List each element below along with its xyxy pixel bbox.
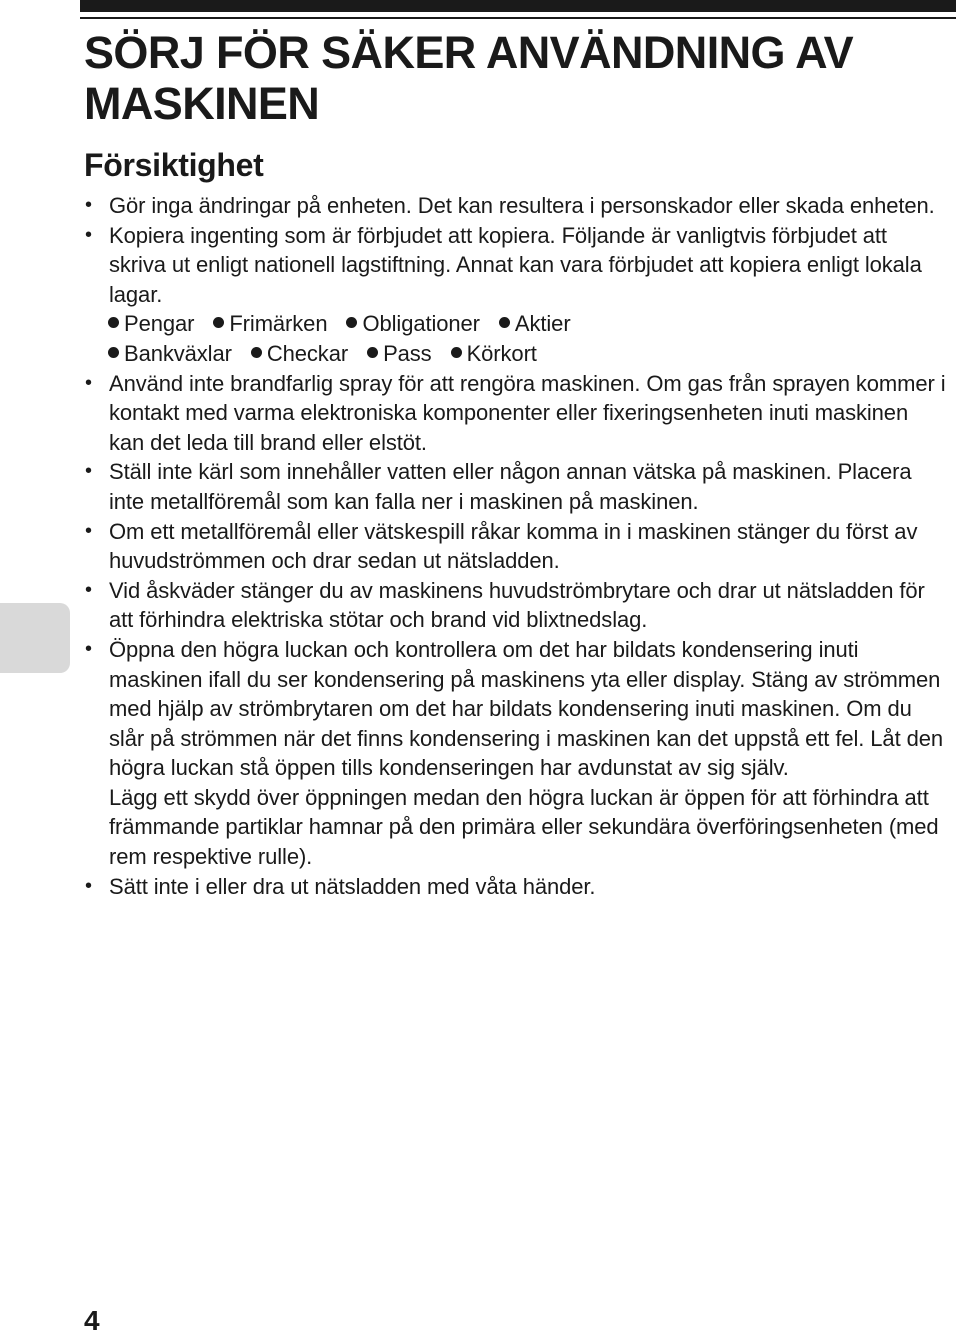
prohibited-item (346, 309, 479, 339)
list-item-extra-text: Lägg ett skydd över öppningen medan den högra luckan är öppen för att förhindra att främmande partiklar hamnar på den primära eller sekundära överföringsenheten (med rem respektive rulle). (109, 784, 939, 870)
section-heading: Försiktighet (84, 147, 264, 183)
chapter-side-tab (0, 603, 70, 673)
dot-bullet-icon (451, 347, 462, 358)
dot-bullet-icon (251, 347, 262, 358)
prohibited-item-label: Obligationer (362, 311, 480, 337)
list-item-text: Ställ inte kärl som innehåller vatten eller någon annan vätska på maskinen. Placera inte metallföremål som kan falla ner i maskinen på maskinen. (109, 459, 912, 514)
prohibited-item (451, 339, 537, 369)
prohibited-item (213, 309, 327, 339)
bullet-marker: • (85, 460, 92, 483)
bullet-marker: • (85, 194, 92, 216)
prohibited-item-label: Pengar (124, 311, 195, 337)
bullet-marker: • (85, 578, 92, 601)
prohibited-item-label: Checkar (266, 340, 349, 366)
list-item-text: Använd inte brandfarlig spray för att rengöra maskinen. Om gas från sprayen kommer i kontakt med varma elektroniska komponenter eller fixeringsenheten inuti maskinen kan det leda till brand eller elstöt. (109, 370, 946, 455)
prohibited-item-label: Bankväxlar (124, 340, 232, 366)
list-item (84, 221, 949, 310)
bullet-marker: • (85, 637, 92, 660)
list-item-text: Kopiera ingenting som är förbjudet att kopiera. Följande är vanligtvis förbjudet att skriva ut enligt nationell lagstiftning. Annat kan vara förbjudet att kopiera enligt lokala lagar. (109, 222, 922, 307)
dot-bullet-icon (499, 317, 510, 328)
prohibited-item (108, 339, 232, 369)
bullet-marker: • (85, 519, 92, 542)
dot-bullet-icon (367, 347, 378, 358)
list-item (84, 576, 949, 635)
prohibited-item-label: Körkort (466, 340, 537, 366)
list-item-text: Öppna den högra luckan och kontrollera om det har bildats kondensering inuti maskinen ifall du ser kondensering på maskinens yta eller display. Stäng av strömmen med hjälp av strömbrytaren om det har bildats kondensering inuti maskinen. Om du slår på strömmen när det finns kondensering i maskinen kan det uppstå ett fel. Låt den högra luckan stå öppen tills kondenseringen har avdunstat av sig själv. (109, 636, 943, 781)
bullet-marker: • (85, 371, 92, 394)
prohibited-item (108, 309, 194, 339)
dot-bullet-icon (108, 317, 119, 328)
list-item (84, 457, 949, 516)
bullet-marker: • (85, 874, 92, 897)
list-item (84, 635, 949, 872)
prohibited-items-row (108, 339, 949, 369)
header-rule-thick (80, 0, 956, 12)
prohibited-item-label: Aktier (514, 311, 571, 337)
list-item-text: Vid åskväder stänger du av maskinens huvudströmbrytare och drar ut nätsladden för att förhindra elektriska stötar och brand vid blixtnedslag. (109, 577, 925, 633)
list-item-text: Sätt inte i eller dra ut nätsladden med våta händer. (109, 873, 596, 899)
prohibited-item (251, 339, 348, 369)
prohibited-item (367, 339, 432, 369)
page-number: 4 (84, 1305, 100, 1336)
bullet-marker: • (85, 223, 92, 246)
list-item (84, 191, 949, 221)
header-rule-thin (80, 17, 956, 19)
prohibited-item-label: Pass (383, 340, 432, 366)
list-item-text: Gör inga ändringar på enheten. Det kan resultera i personskador eller skada enheten. (109, 193, 935, 218)
dot-bullet-icon (108, 347, 119, 358)
list-item-text: Om ett metallföremål eller vätskespill råkar komma in i maskinen stänger du först av huvudströmmen och drar sedan ut nätsladden. (109, 518, 918, 574)
list-item (84, 872, 949, 902)
prohibited-item (499, 309, 571, 339)
page-title: SÖRJ FÖR SÄKER ANVÄNDNING AV MASKINEN (84, 27, 854, 129)
caution-list (84, 191, 949, 901)
prohibited-item-label: Frimärken (229, 311, 328, 337)
dot-bullet-icon (346, 317, 357, 328)
prohibited-items-row (108, 309, 949, 339)
list-item (84, 369, 949, 458)
list-item (84, 517, 949, 576)
prohibited-items-list (84, 309, 949, 368)
dot-bullet-icon (213, 317, 224, 328)
